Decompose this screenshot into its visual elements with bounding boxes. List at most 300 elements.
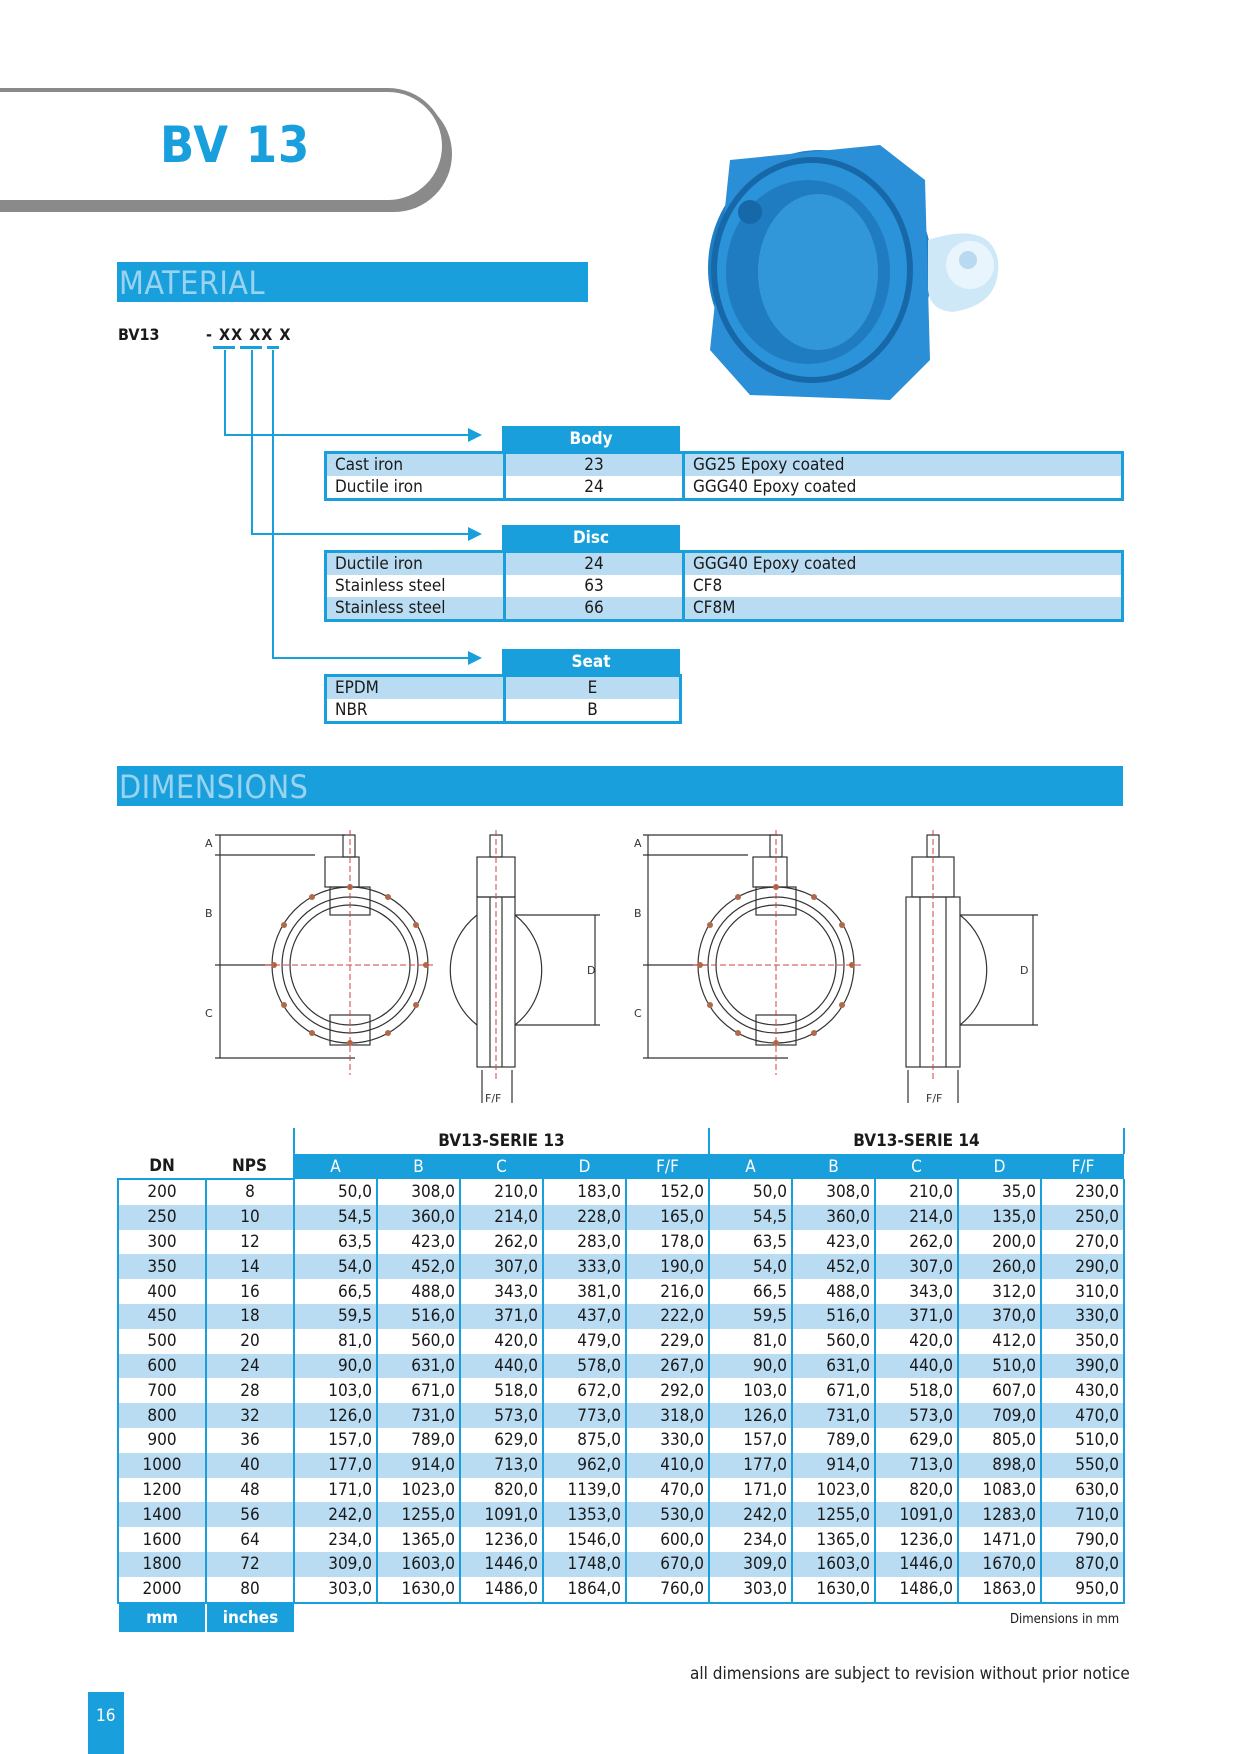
nps-cell: 16: [206, 1279, 294, 1304]
seat-material: NBR: [326, 699, 505, 723]
nps-cell: 28: [206, 1378, 294, 1403]
dimension-cell: 1486,0: [460, 1577, 543, 1603]
page-title: BV 13: [160, 116, 311, 174]
drawing-serie-14: [628, 825, 1058, 1110]
dimension-cell: 412,0: [958, 1329, 1041, 1354]
dn-cell: 800: [118, 1403, 206, 1428]
dimension-cell: 510,0: [1041, 1428, 1124, 1453]
dimension-cell: 452,0: [792, 1254, 875, 1279]
dimension-cell: 805,0: [958, 1428, 1041, 1453]
dimension-cell: 242,0: [294, 1502, 377, 1527]
dimension-cell: 672,0: [543, 1378, 626, 1403]
table-row: [118, 1577, 1124, 1603]
nps-cell: 10: [206, 1205, 294, 1230]
dim-label-d: D: [587, 964, 596, 977]
dimension-cell: 262,0: [460, 1230, 543, 1255]
dimension-cell: 54,0: [294, 1254, 377, 1279]
dimension-cell: 671,0: [377, 1378, 460, 1403]
body-arrow-icon: [468, 428, 482, 442]
seat-code-marker: [267, 346, 279, 349]
dim-label-b: B: [634, 907, 642, 920]
series-14-label: BV13-SERIE 14: [709, 1128, 1124, 1154]
dimension-cell: 573,0: [460, 1403, 543, 1428]
dim-label-a: A: [634, 837, 642, 850]
dimension-cell: 242,0: [709, 1502, 792, 1527]
dimension-cell: 63,5: [709, 1230, 792, 1255]
body-code: 24: [505, 476, 684, 500]
dim-label-ff: F/F: [485, 1092, 502, 1105]
dimension-cell: 488,0: [377, 1279, 460, 1304]
dimension-cell: 1748,0: [543, 1552, 626, 1577]
dn-cell: 450: [118, 1304, 206, 1329]
dn-cell: 1000: [118, 1453, 206, 1478]
dimension-cell: 1283,0: [958, 1502, 1041, 1527]
dn-cell: 1200: [118, 1478, 206, 1503]
dimension-cell: 390,0: [1041, 1354, 1124, 1379]
dimension-cell: 1365,0: [792, 1527, 875, 1552]
dn-cell: 2000: [118, 1577, 206, 1603]
dimension-cell: 430,0: [1041, 1378, 1124, 1403]
dimension-cell: 381,0: [543, 1279, 626, 1304]
dimension-cell: 90,0: [294, 1354, 377, 1379]
dimension-cell: 126,0: [709, 1403, 792, 1428]
unit-row: [118, 1603, 1124, 1632]
dimension-cell: 789,0: [792, 1428, 875, 1453]
body-spec: GG25 Epoxy coated: [684, 453, 1123, 477]
dim-label-c: C: [205, 1007, 213, 1020]
body-material: Ductile iron: [326, 476, 505, 500]
table-row: [326, 453, 1123, 477]
dimension-cell: 90,0: [709, 1354, 792, 1379]
unit-inches: inches: [206, 1603, 294, 1632]
col-c: C: [460, 1154, 543, 1179]
seat-table: [324, 674, 682, 724]
seat-code: E: [505, 676, 681, 700]
table-row: [118, 1428, 1124, 1453]
dimension-cell: 152,0: [626, 1179, 709, 1205]
seat-arrow-icon: [468, 651, 482, 665]
seat-header: Seat: [502, 649, 680, 675]
dn-cell: 700: [118, 1378, 206, 1403]
dimension-cell: 560,0: [377, 1329, 460, 1354]
dimension-cell: 312,0: [958, 1279, 1041, 1304]
nps-cell: 36: [206, 1428, 294, 1453]
dimension-cell: 731,0: [792, 1403, 875, 1428]
col-c: C: [875, 1154, 958, 1179]
dimension-cell: 410,0: [626, 1453, 709, 1478]
dimension-cell: 66,5: [709, 1279, 792, 1304]
nps-cell: 72: [206, 1552, 294, 1577]
table-row: [326, 699, 681, 723]
dimension-cell: 303,0: [709, 1577, 792, 1603]
disc-spec: CF8M: [684, 597, 1123, 621]
dimension-cell: 629,0: [460, 1428, 543, 1453]
dimension-cell: 171,0: [294, 1478, 377, 1503]
dimension-cell: 35,0: [958, 1179, 1041, 1205]
dimension-cell: 600,0: [626, 1527, 709, 1552]
footer-note: all dimensions are subject to revision without prior notice: [690, 1664, 1130, 1684]
dimension-cell: 210,0: [875, 1179, 958, 1205]
dimension-cell: 670,0: [626, 1552, 709, 1577]
nps-cell: 20: [206, 1329, 294, 1354]
dn-cell: 900: [118, 1428, 206, 1453]
dimension-cell: 560,0: [792, 1329, 875, 1354]
nps-cell: 18: [206, 1304, 294, 1329]
dimension-cell: 1546,0: [543, 1527, 626, 1552]
dimension-cell: 103,0: [294, 1378, 377, 1403]
table-row: [326, 676, 681, 700]
col-d: D: [543, 1154, 626, 1179]
disc-connector: [251, 350, 253, 534]
dimension-cell: 470,0: [1041, 1403, 1124, 1428]
dimensions-note: Dimensions in mm: [1010, 1612, 1120, 1627]
dimension-cell: 820,0: [875, 1478, 958, 1503]
page-number: 16: [96, 1706, 116, 1726]
table-row: [118, 1354, 1124, 1379]
unit-mm: mm: [118, 1603, 206, 1632]
table-row: [118, 1478, 1124, 1503]
dimension-cell: 488,0: [792, 1279, 875, 1304]
dimension-cell: 126,0: [294, 1403, 377, 1428]
col-a: A: [709, 1154, 792, 1179]
dimension-cell: 330,0: [1041, 1304, 1124, 1329]
table-row: [118, 1403, 1124, 1428]
dimension-cell: 790,0: [1041, 1527, 1124, 1552]
dimension-cell: 230,0: [1041, 1179, 1124, 1205]
seat-connector: [272, 350, 274, 658]
table-row: [326, 552, 1123, 576]
dimension-cell: 260,0: [958, 1254, 1041, 1279]
dimension-cell: 420,0: [875, 1329, 958, 1354]
col-b: B: [792, 1154, 875, 1179]
dimension-cell: 210,0: [460, 1179, 543, 1205]
dimension-cell: 789,0: [377, 1428, 460, 1453]
dimension-cell: 1236,0: [875, 1527, 958, 1552]
dimension-cell: 360,0: [792, 1205, 875, 1230]
col-b: B: [377, 1154, 460, 1179]
disc-header: Disc: [502, 525, 680, 551]
nps-cell: 12: [206, 1230, 294, 1255]
nps-cell: 24: [206, 1354, 294, 1379]
dimension-cell: 66,5: [294, 1279, 377, 1304]
dimension-cell: 178,0: [626, 1230, 709, 1255]
dimension-cell: 222,0: [626, 1304, 709, 1329]
dim-label-b: B: [205, 907, 213, 920]
dim-label-c: C: [634, 1007, 642, 1020]
table-row: [118, 1304, 1124, 1329]
dim-label-ff: F/F: [926, 1092, 943, 1105]
dimension-cell: 1630,0: [377, 1577, 460, 1603]
table-row: [118, 1279, 1124, 1304]
disc-arrow-icon: [468, 527, 482, 541]
material-heading-bar: [117, 262, 588, 302]
nps-cell: 32: [206, 1403, 294, 1428]
dimension-cell: 1863,0: [958, 1577, 1041, 1603]
dimension-cell: 308,0: [377, 1179, 460, 1205]
dimension-cell: 270,0: [1041, 1230, 1124, 1255]
dimension-cell: 1023,0: [792, 1478, 875, 1503]
dimension-cell: 1603,0: [377, 1552, 460, 1577]
dimension-cell: 303,0: [294, 1577, 377, 1603]
dimension-cell: 1486,0: [875, 1577, 958, 1603]
dimension-cell: 713,0: [875, 1453, 958, 1478]
dimension-cell: 190,0: [626, 1254, 709, 1279]
dn-cell: 200: [118, 1179, 206, 1205]
disc-material: Stainless steel: [326, 575, 505, 597]
dimension-cell: 629,0: [875, 1428, 958, 1453]
dim-label-a: A: [205, 837, 213, 850]
dimension-cell: 183,0: [543, 1179, 626, 1205]
col-ff: F/F: [626, 1154, 709, 1179]
dimension-cell: 962,0: [543, 1453, 626, 1478]
disc-code: 63: [505, 575, 684, 597]
table-row: [118, 1453, 1124, 1478]
dimension-cell: 135,0: [958, 1205, 1041, 1230]
nps-cell: 64: [206, 1527, 294, 1552]
dn-cell: 400: [118, 1279, 206, 1304]
code-model: BV13: [118, 325, 160, 344]
col-a: A: [294, 1154, 377, 1179]
disc-connector-h: [251, 533, 468, 535]
body-header: Body: [502, 426, 680, 452]
dimension-cell: 50,0: [294, 1179, 377, 1205]
table-row: [118, 1230, 1124, 1255]
dimension-cell: 350,0: [1041, 1329, 1124, 1354]
body-material: Cast iron: [326, 453, 505, 477]
code-pattern: - XX XX X: [206, 325, 292, 344]
dimension-cell: 290,0: [1041, 1254, 1124, 1279]
dimension-cell: 1255,0: [792, 1502, 875, 1527]
dimension-cell: 308,0: [792, 1179, 875, 1205]
dimensions-table: [117, 1128, 1125, 1632]
table-row: [118, 1329, 1124, 1354]
dimension-cell: 307,0: [875, 1254, 958, 1279]
dn-cell: 250: [118, 1205, 206, 1230]
dn-cell: 1800: [118, 1552, 206, 1577]
disc-spec: CF8: [684, 575, 1123, 597]
nps-cell: 40: [206, 1453, 294, 1478]
dimension-cell: 1091,0: [460, 1502, 543, 1527]
disc-code: 24: [505, 552, 684, 576]
dimension-cell: 307,0: [460, 1254, 543, 1279]
dn-cell: 600: [118, 1354, 206, 1379]
dimension-cell: 171,0: [709, 1478, 792, 1503]
dimension-cell: 1365,0: [377, 1527, 460, 1552]
disc-code-marker: [240, 346, 262, 349]
dimension-cell: 59,5: [709, 1304, 792, 1329]
dimension-cell: 510,0: [958, 1354, 1041, 1379]
dimension-cell: 81,0: [294, 1329, 377, 1354]
dn-cell: 500: [118, 1329, 206, 1354]
dimension-cell: 318,0: [626, 1403, 709, 1428]
nps-cell: 80: [206, 1577, 294, 1603]
dimension-cell: 530,0: [626, 1502, 709, 1527]
dn-cell: 300: [118, 1230, 206, 1255]
dimension-cell: 103,0: [709, 1378, 792, 1403]
dimension-cell: 479,0: [543, 1329, 626, 1354]
col-nps: NPS: [206, 1154, 294, 1179]
dimension-cell: 200,0: [958, 1230, 1041, 1255]
seat-connector-h: [272, 657, 468, 659]
table-row: [326, 597, 1123, 621]
body-spec: GGG40 Epoxy coated: [684, 476, 1123, 500]
dimension-cell: 518,0: [875, 1378, 958, 1403]
col-dn: DN: [118, 1154, 206, 1179]
nps-cell: 56: [206, 1502, 294, 1527]
seat-material: EPDM: [326, 676, 505, 700]
body-table: [324, 451, 1124, 501]
col-ff: F/F: [1041, 1154, 1124, 1179]
nps-cell: 8: [206, 1179, 294, 1205]
table-row: [118, 1254, 1124, 1279]
table-row: [118, 1205, 1124, 1230]
dimension-cell: 234,0: [709, 1527, 792, 1552]
dimension-cell: 470,0: [626, 1478, 709, 1503]
dimension-cell: 371,0: [460, 1304, 543, 1329]
dimension-cell: 773,0: [543, 1403, 626, 1428]
dimension-cell: 333,0: [543, 1254, 626, 1279]
nps-cell: 14: [206, 1254, 294, 1279]
dimension-cell: 630,0: [1041, 1478, 1124, 1503]
series-header-row: [118, 1128, 1124, 1154]
nps-cell: 48: [206, 1478, 294, 1503]
dimension-cell: 1083,0: [958, 1478, 1041, 1503]
dimension-cell: 518,0: [460, 1378, 543, 1403]
dimension-cell: 54,5: [709, 1205, 792, 1230]
dimension-cell: 1023,0: [377, 1478, 460, 1503]
dimension-cell: 1630,0: [792, 1577, 875, 1603]
dimension-cell: 216,0: [626, 1279, 709, 1304]
dimension-cell: 631,0: [377, 1354, 460, 1379]
body-connector-h: [224, 434, 468, 436]
dimension-cell: 1091,0: [875, 1502, 958, 1527]
dimension-cell: 214,0: [460, 1205, 543, 1230]
dimension-cell: 731,0: [377, 1403, 460, 1428]
dimension-cell: 1864,0: [543, 1577, 626, 1603]
dimension-cell: 371,0: [875, 1304, 958, 1329]
dimension-cell: 229,0: [626, 1329, 709, 1354]
dimension-cell: 423,0: [792, 1230, 875, 1255]
dimension-cell: 423,0: [377, 1230, 460, 1255]
dimension-cell: 157,0: [294, 1428, 377, 1453]
dimension-cell: 607,0: [958, 1378, 1041, 1403]
dimension-cell: 709,0: [958, 1403, 1041, 1428]
dimension-cell: 1446,0: [875, 1552, 958, 1577]
dimension-cell: 360,0: [377, 1205, 460, 1230]
dimension-cell: 914,0: [377, 1453, 460, 1478]
table-row: [326, 476, 1123, 500]
dimension-cell: 283,0: [543, 1230, 626, 1255]
dimension-cell: 578,0: [543, 1354, 626, 1379]
dn-cell: 350: [118, 1254, 206, 1279]
dimension-cell: 54,0: [709, 1254, 792, 1279]
drawing-serie-13: [195, 825, 625, 1110]
dimension-cell: 875,0: [543, 1428, 626, 1453]
table-row: [118, 1502, 1124, 1527]
dimension-cell: 1139,0: [543, 1478, 626, 1503]
dimensions-heading-bar: [117, 766, 1123, 806]
dimension-cell: 713,0: [460, 1453, 543, 1478]
dimension-cell: 81,0: [709, 1329, 792, 1354]
dimension-cell: 228,0: [543, 1205, 626, 1230]
valve-product-image: [690, 140, 1020, 410]
dim-label-d: D: [1020, 964, 1029, 977]
dimension-cell: 671,0: [792, 1378, 875, 1403]
dimension-cell: 292,0: [626, 1378, 709, 1403]
dimension-cell: 1471,0: [958, 1527, 1041, 1552]
dimension-cell: 343,0: [875, 1279, 958, 1304]
material-heading: MATERIAL: [119, 264, 266, 302]
dimension-cell: 1353,0: [543, 1502, 626, 1527]
dimension-cell: 914,0: [792, 1453, 875, 1478]
dimension-cell: 157,0: [709, 1428, 792, 1453]
dimension-cell: 516,0: [792, 1304, 875, 1329]
dimension-cell: 177,0: [294, 1453, 377, 1478]
body-connector: [224, 350, 226, 435]
table-row: [118, 1527, 1124, 1552]
dimension-cell: 1603,0: [792, 1552, 875, 1577]
dimension-cell: 54,5: [294, 1205, 377, 1230]
dimension-cell: 420,0: [460, 1329, 543, 1354]
dimension-cell: 50,0: [709, 1179, 792, 1205]
series-13-label: BV13-SERIE 13: [294, 1128, 709, 1154]
table-row: [326, 575, 1123, 597]
dimension-cell: 710,0: [1041, 1502, 1124, 1527]
dimension-cell: 309,0: [709, 1552, 792, 1577]
table-row: [118, 1552, 1124, 1577]
dimension-cell: 452,0: [377, 1254, 460, 1279]
dimension-cell: 1670,0: [958, 1552, 1041, 1577]
dimension-cell: 1446,0: [460, 1552, 543, 1577]
col-d: D: [958, 1154, 1041, 1179]
dimension-cell: 59,5: [294, 1304, 377, 1329]
dimension-cell: 330,0: [626, 1428, 709, 1453]
disc-spec: GGG40 Epoxy coated: [684, 552, 1123, 576]
dimension-cell: 898,0: [958, 1453, 1041, 1478]
dimension-cell: 234,0: [294, 1527, 377, 1552]
column-header-row: [118, 1154, 1124, 1179]
dimension-cell: 310,0: [1041, 1279, 1124, 1304]
body-code: 23: [505, 453, 684, 477]
seat-code: B: [505, 699, 681, 723]
dimension-cell: 309,0: [294, 1552, 377, 1577]
dimension-cell: 63,5: [294, 1230, 377, 1255]
dimension-cell: 1255,0: [377, 1502, 460, 1527]
dimension-cell: 250,0: [1041, 1205, 1124, 1230]
dimension-cell: 177,0: [709, 1453, 792, 1478]
dimension-cell: 440,0: [460, 1354, 543, 1379]
disc-table: [324, 550, 1124, 622]
dimension-cell: 820,0: [460, 1478, 543, 1503]
dn-cell: 1400: [118, 1502, 206, 1527]
table-row: [118, 1378, 1124, 1403]
dimension-cell: 516,0: [377, 1304, 460, 1329]
dimensions-heading: DIMENSIONS: [119, 768, 309, 806]
dimension-cell: 573,0: [875, 1403, 958, 1428]
dimension-cell: 950,0: [1041, 1577, 1124, 1603]
dimension-cell: 267,0: [626, 1354, 709, 1379]
disc-material: Ductile iron: [326, 552, 505, 576]
body-code-marker: [213, 346, 235, 349]
dimension-cell: 165,0: [626, 1205, 709, 1230]
dimension-cell: 1236,0: [460, 1527, 543, 1552]
dimension-cell: 631,0: [792, 1354, 875, 1379]
disc-code: 66: [505, 597, 684, 621]
dimension-cell: 343,0: [460, 1279, 543, 1304]
dimension-cell: 370,0: [958, 1304, 1041, 1329]
dimension-cell: 440,0: [875, 1354, 958, 1379]
table-row: [118, 1179, 1124, 1205]
